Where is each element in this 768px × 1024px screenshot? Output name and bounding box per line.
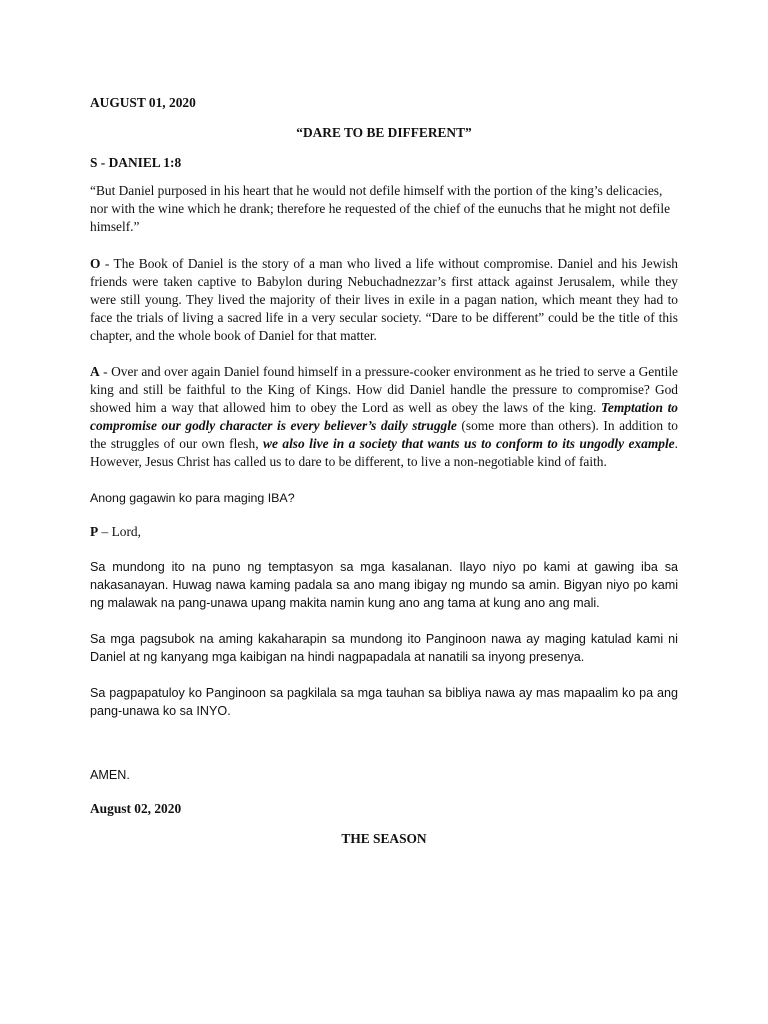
next-entry-date: August 02, 2020 [90,801,182,816]
application-text-1: - Over and over again Daniel found himself in a pressure-cooker environment as he tried to serve a Gentile king and still be faithful to the King of Kings. How did Daniel handle the pressure to compromise? God showed him a way that allowed him to obey the Lord as well as obey the laws of the king. [90,364,678,415]
prayer-paragraph-3: Sa pagpapatuloy ko Panginoon sa pagkilala sa mga tauhan sa bibliya nawa ay mas mapaalim ko pa ang pang-unawa ko sa INYO. [90,686,678,718]
prayer-closing: AMEN. [90,768,130,782]
scripture-label: S - [90,155,109,170]
application-text-2: (some more than others). In addition to the struggles of our own flesh, [90,418,678,451]
application-text-3: . However, Jesus Christ has called us to dare to be different, to live a non-negotiable kind of faith. [90,436,678,469]
prayer-paragraph-2: Sa mga pagsubok na aming kakaharapin sa mundong ito Panginoon nawa ay maging katulad kami ni Daniel at ng kanyang mga kaibigan na hindi nagpapadala at nanatili sa inyong presenya. [90,632,678,664]
application-emphasis-1: Temptation to compromise our godly character is every believer’s daily struggle [90,400,678,433]
prayer-opening: – Lord, [98,524,141,539]
prayer-label: P [90,524,99,539]
observation-label: O [90,256,101,271]
application-paragraph [90,363,678,471]
journal-page [90,94,678,848]
observation-paragraph [90,255,678,345]
prayer-heading [90,523,678,541]
application-emphasis-2: we also live in a society that wants us to conform to its ungodly example [263,436,675,451]
observation-text: - The Book of Daniel is the story of a man who lived a life without compromise. Daniel and his Jewish friends were taken captive to Babylon during Nebuchadnezzar’s first attack against Jerusalem, while they were still young. They lived the majority of their lives in exile in a pagan nation, which meant they had to face the trials of living a sacred life in a very secular society. “Dare to be different” could be the title of this chapter, and the whole book of Daniel for that matter. [90,256,678,343]
prayer-paragraph-1: Sa mundong ito na puno ng temptasyon sa mga kasalanan. Ilayo niyo po kami at gawing iba sa nakasanayan. Huwag nawa kaming padala sa ano mang ibigay ng mundo sa amin. Bigyan niyo po kami ng malawak na pang-unawa upang makita namin kung ano ang tama at kung ano ang mali. [90,560,678,610]
entry-date: AUGUST 01, 2020 [90,95,196,110]
reflection-question: Anong gagawin ko para maging IBA? [90,491,295,505]
scripture-reference [90,154,678,172]
application-label: A [90,364,100,379]
next-entry-title: THE SEASON [341,831,427,846]
scripture-reference-text: DANIEL 1:8 [108,155,182,170]
entry-title: “DARE TO BE DIFFERENT” [296,125,472,140]
scripture-verse: “But Daniel purposed in his heart that he would not defile himself with the portion of the king’s delicacies, nor with the wine which he drank; therefore he requested of the chief of the eunuchs that he might not defile himself.” [90,183,671,234]
